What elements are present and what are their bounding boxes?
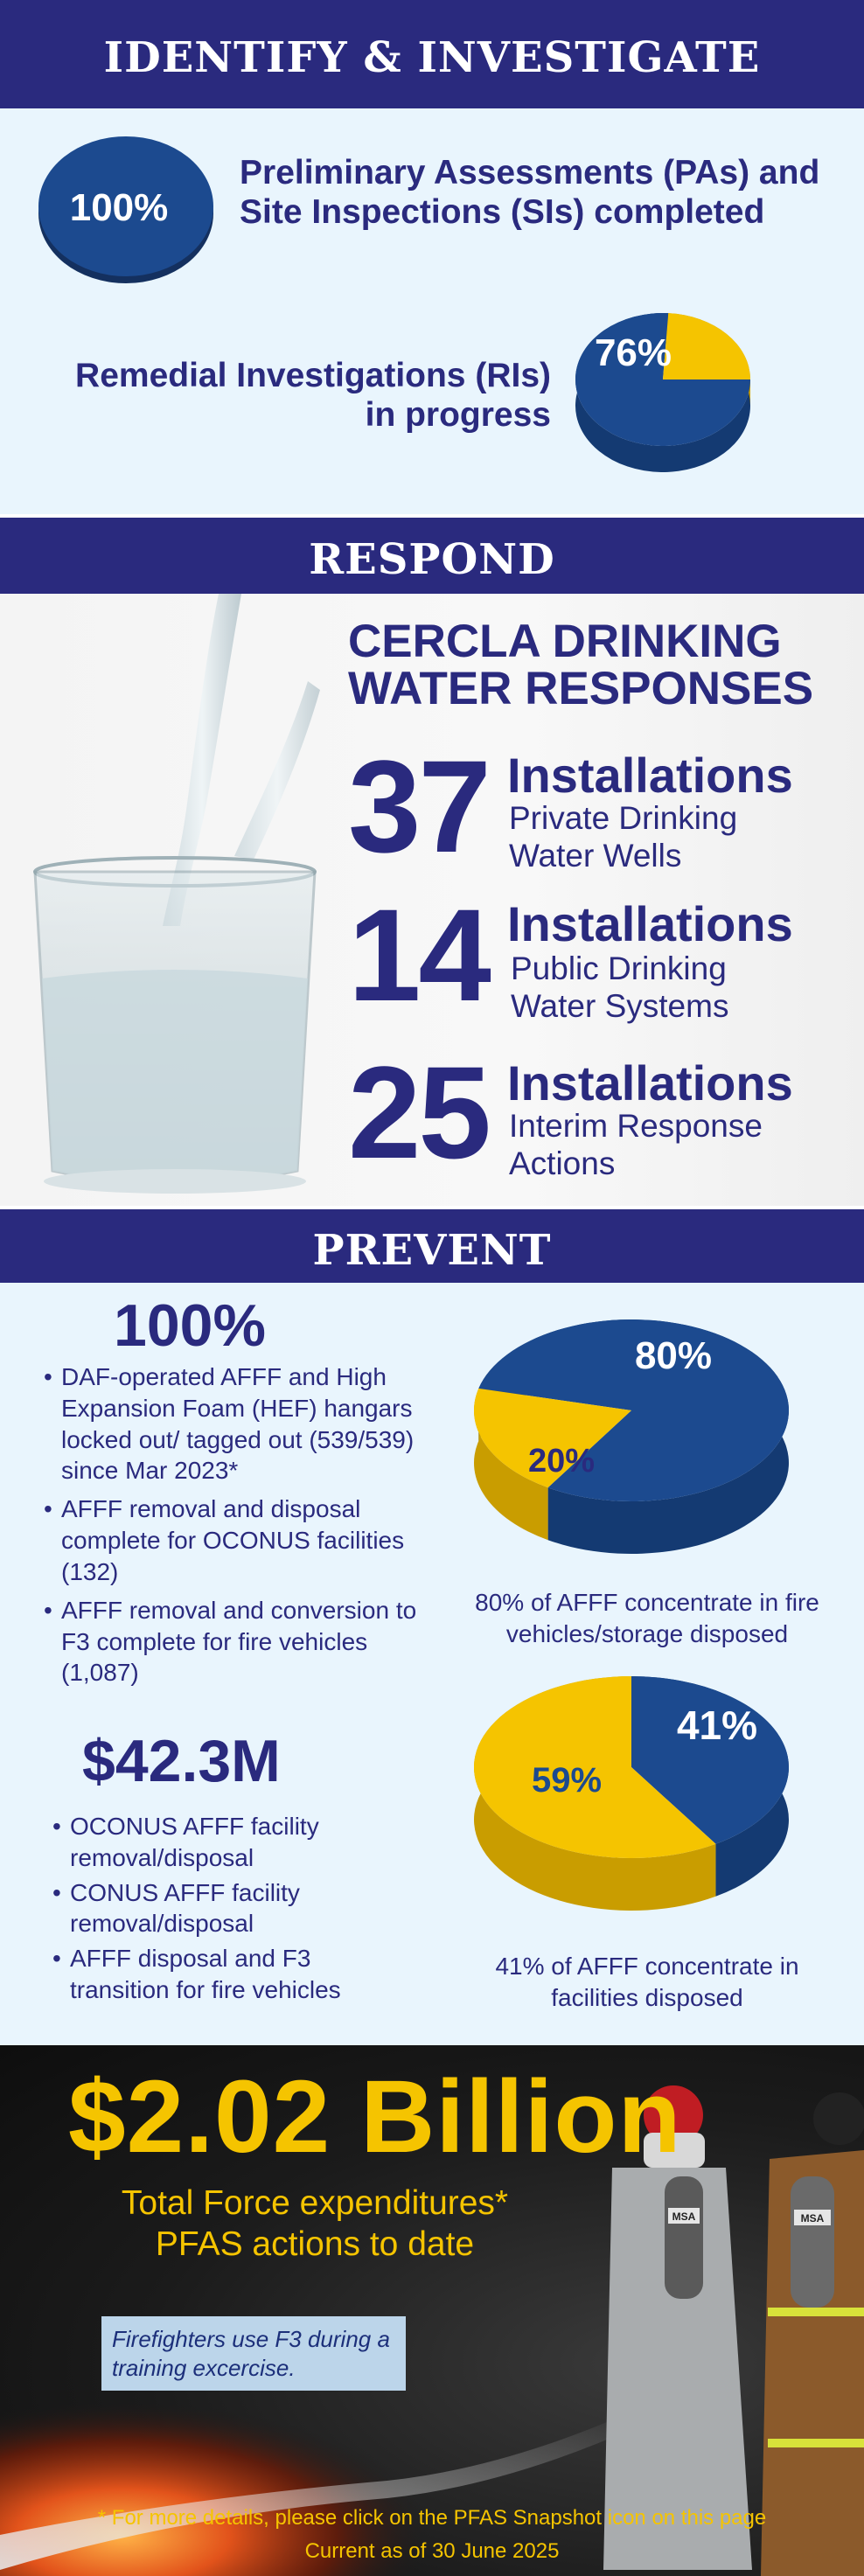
list-item: • DAF-operated AFFF and High Expansion Foam (HEF) hangars locked out/ tagged out (539/539) since Mar 2023* <box>42 1361 418 1486</box>
ri-text: Remedial Investigations (RIs) in progress <box>75 357 551 434</box>
respond-desc: Public Drinking Water Systems <box>511 950 729 1024</box>
respond-number: 14 <box>348 881 489 1028</box>
fire-vehicle-pie-slices <box>474 1319 789 1554</box>
pa-si-pie-chart <box>33 131 219 287</box>
respond-item-private-wells <box>348 733 855 880</box>
ri-slice-remaining <box>663 313 750 379</box>
prevent-percent-headline: 100% <box>114 1292 266 1359</box>
respond-unit: Installations <box>507 748 793 803</box>
list-item: • AFFF disposal and F3 transition for fire vehicles <box>51 1943 401 2006</box>
msa-badge-2: MSA <box>800 2212 825 2224</box>
footnote-link-text: * For more details, please click on the PFAS Snapshot icon on this page <box>97 2506 767 2530</box>
facility-caption: 41% of AFFF concentrate in facilities disposed <box>495 1953 799 2012</box>
respond-number: 25 <box>348 1039 489 1186</box>
respond-number: 37 <box>348 733 489 880</box>
list-item: • AFFF removal and disposal complete for OCONUS facilities (132) <box>42 1493 418 1587</box>
respond-item-public-systems <box>348 881 855 1028</box>
respond-unit: Installations <box>507 896 793 951</box>
total-subtitle: Total Force expenditures* PFAS actions to date <box>121 2184 509 2263</box>
pie2-b-label: 59% <box>531 1761 603 1800</box>
identify-header: IDENTIFY & INVESTIGATE <box>0 0 864 108</box>
list-item: • OCONUS AFFF facility removal/disposal <box>51 1811 401 1874</box>
fire-vehicle-caption: 80% of AFFF concentrate in fire vehicles/storage disposed <box>475 1589 819 1648</box>
list-item: • AFFF removal and conversion to F3 complete for fire vehicles (1,087) <box>42 1595 418 1688</box>
msa-badge-1: MSA <box>672 2210 696 2223</box>
fire-vehicle-pie-chart <box>465 1297 815 1577</box>
prevent-section <box>0 1283 864 2045</box>
pa-si-percent: 100% <box>69 186 169 229</box>
current-as-of: Current as of 30 June 2025 <box>304 2539 560 2564</box>
total-amount: $2.02 Billion <box>68 2059 682 2175</box>
prevent-dollar-headline: $42.3M <box>82 1728 281 1794</box>
total-section <box>0 2045 864 2576</box>
water-glass-image <box>0 594 341 1206</box>
pie2-a-label: 41% <box>676 1702 758 1748</box>
photo-caption: Firefighters use F3 during a training excercise. <box>101 2316 406 2391</box>
facility-pie-chart <box>465 1662 815 1942</box>
prevent-bullets-2 <box>51 1811 401 2006</box>
respond-desc: Private Drinking Water Wells <box>509 800 738 874</box>
pie1-b-label: 20% <box>527 1443 596 1479</box>
footnote <box>0 2502 864 2569</box>
ri-pie-chart <box>567 296 778 486</box>
prevent-bullets-1 <box>42 1361 418 1688</box>
prevent-header: PREVENT <box>0 1206 864 1283</box>
pa-si-text: Preliminary Assessments (PAs) and Site Inspections (SIs) completed <box>240 154 820 231</box>
list-item: • CONUS AFFF facility removal/disposal <box>51 1877 401 1940</box>
respond-header: RESPOND <box>0 514 864 594</box>
respond-unit: Installations <box>507 1055 793 1110</box>
respond-item-interim-actions <box>348 1039 855 1186</box>
identify-section <box>0 108 864 514</box>
respond-section <box>0 594 864 1206</box>
respond-desc: Interim Response Actions <box>509 1108 763 1181</box>
ri-percent: 76% <box>594 331 672 374</box>
respond-title: CERCLA DRINKING WATER RESPONSES <box>348 616 814 715</box>
pie1-a-label: 80% <box>634 1334 713 1377</box>
